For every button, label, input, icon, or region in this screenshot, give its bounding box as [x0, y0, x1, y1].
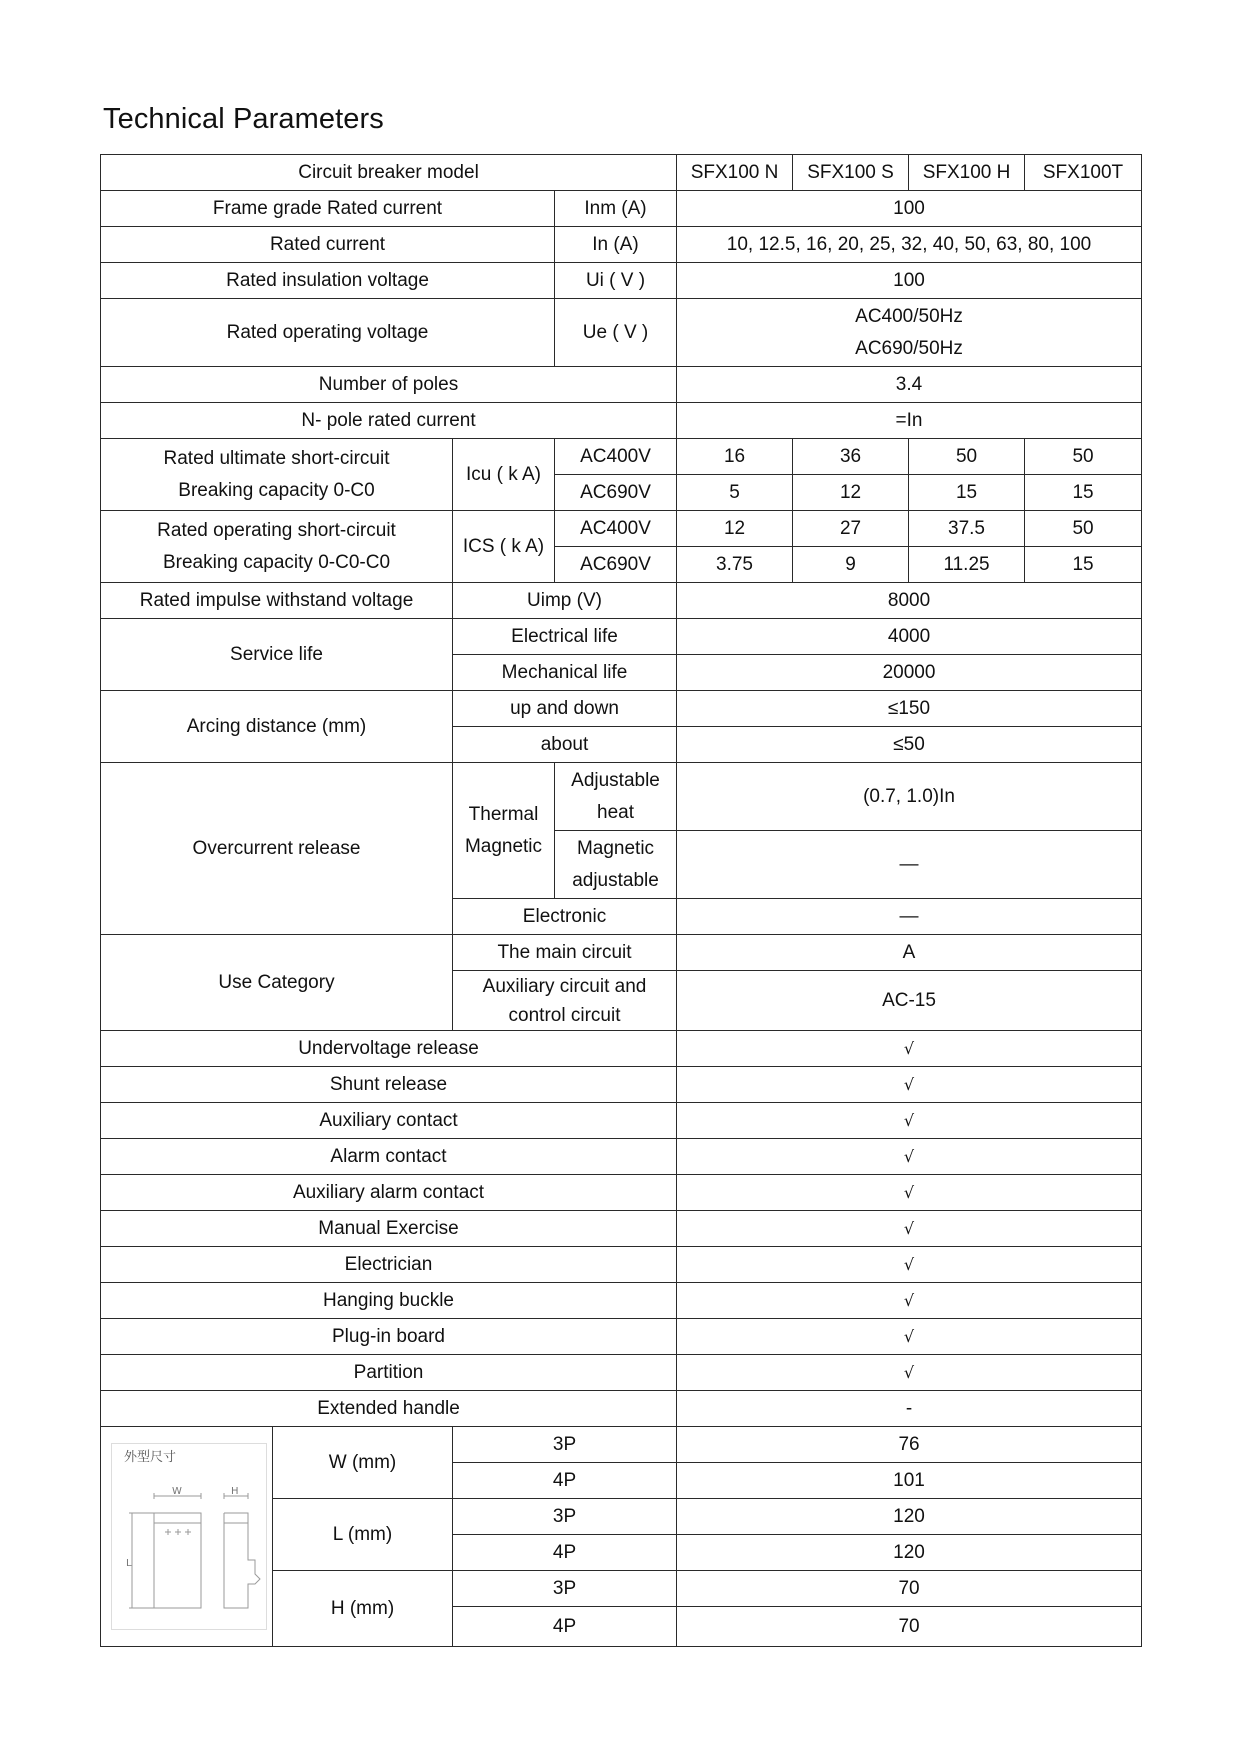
dimension-label: H (mm)	[273, 1571, 453, 1647]
cell-value: 11.25	[909, 547, 1025, 583]
table-row	[101, 935, 1142, 971]
table-row	[101, 191, 1142, 227]
accessory-row	[101, 1319, 1142, 1355]
pole-label: 4P	[453, 1463, 677, 1499]
row-value: 3.4	[677, 367, 1142, 403]
cell-value: 50	[909, 439, 1025, 475]
row-label: Use Category	[101, 935, 453, 1031]
accessory-label: Undervoltage release	[101, 1031, 677, 1067]
accessory-label: Shunt release	[101, 1067, 677, 1103]
voltage-label: AC690V	[555, 475, 677, 511]
breaker-outline-icon	[112, 1444, 266, 1629]
svg-text:W: W	[172, 1486, 182, 1497]
row-value: 20000	[677, 655, 1142, 691]
cell-value: 12	[793, 475, 909, 511]
accessory-row	[101, 1391, 1142, 1427]
table-row	[101, 763, 1142, 831]
row-value: 100	[677, 191, 1142, 227]
accessory-value: -	[677, 1391, 1142, 1427]
row-value: —	[677, 899, 1142, 935]
label-line: Thermal	[468, 803, 539, 825]
dimension-value: 76	[677, 1427, 1142, 1463]
dimension-row	[101, 1427, 1142, 1463]
row-label: Rated current	[101, 227, 555, 263]
model-header: SFX100T	[1025, 155, 1142, 191]
dimension-sketch	[111, 1443, 267, 1630]
accessory-row	[101, 1175, 1142, 1211]
table-row	[101, 619, 1142, 655]
row-unit: Inm (A)	[555, 191, 677, 227]
row-unit: Icu ( k A)	[453, 439, 555, 511]
pole-label: 4P	[453, 1535, 677, 1571]
accessory-label: Extended handle	[101, 1391, 677, 1427]
label-line: Rated operating short-circuit	[157, 519, 396, 541]
sub-label	[453, 971, 677, 1031]
accessory-row	[101, 1067, 1142, 1103]
row-label: Number of poles	[101, 367, 677, 403]
row-unit: Ue ( V )	[555, 299, 677, 367]
row-value: —	[677, 831, 1142, 899]
accessory-row	[101, 1103, 1142, 1139]
voltage-label: AC400V	[555, 439, 677, 475]
pole-label: 3P	[453, 1427, 677, 1463]
sub-label: The main circuit	[453, 935, 677, 971]
accessory-row	[101, 1247, 1142, 1283]
sub-label: Electronic	[453, 899, 677, 935]
row-value: 8000	[677, 583, 1142, 619]
row-unit: In (A)	[555, 227, 677, 263]
sub-label: about	[453, 727, 677, 763]
accessory-value: √	[677, 1139, 1142, 1175]
accessory-row	[101, 1139, 1142, 1175]
accessory-row	[101, 1355, 1142, 1391]
table-row	[101, 263, 1142, 299]
sub-label	[555, 831, 677, 899]
cell-value: 27	[793, 511, 909, 547]
accessory-row	[101, 1211, 1142, 1247]
svg-text:H: H	[231, 1486, 239, 1497]
row-value: 100	[677, 263, 1142, 299]
sketch-title: 外型尺寸	[124, 1450, 177, 1465]
cell-value: 15	[909, 475, 1025, 511]
row-label	[101, 511, 453, 583]
row-value: AC-15	[677, 971, 1142, 1031]
accessory-row	[101, 1031, 1142, 1067]
accessory-value: √	[677, 1175, 1142, 1211]
accessory-value: √	[677, 1031, 1142, 1067]
accessory-value: √	[677, 1067, 1142, 1103]
table-row	[101, 583, 1142, 619]
dimension-value: 70	[677, 1571, 1142, 1607]
thermal-magnetic-label	[453, 763, 555, 899]
cell-value: 5	[677, 475, 793, 511]
model-header: SFX100 H	[909, 155, 1025, 191]
row-label: Rated operating voltage	[101, 299, 555, 367]
label-line: Magnetic	[464, 835, 543, 857]
table-row	[101, 439, 1142, 475]
dimension-value: 101	[677, 1463, 1142, 1499]
pole-label: 3P	[453, 1571, 677, 1607]
cell-value: 36	[793, 439, 909, 475]
row-unit: Ui ( V )	[555, 263, 677, 299]
voltage-label: AC400V	[555, 511, 677, 547]
model-header: SFX100 S	[793, 155, 909, 191]
accessory-label: Hanging buckle	[101, 1283, 677, 1319]
label-line: Breaking capacity 0-C0-C0	[162, 551, 391, 573]
row-unit: Uimp (V)	[453, 583, 677, 619]
dimension-label: W (mm)	[273, 1427, 453, 1499]
accessory-label: Manual Exercise	[101, 1211, 677, 1247]
sub-label	[555, 763, 677, 831]
row-label: Rated insulation voltage	[101, 263, 555, 299]
dimension-value: 120	[677, 1535, 1142, 1571]
table-row	[101, 511, 1142, 547]
accessory-value: √	[677, 1283, 1142, 1319]
cell-value: 3.75	[677, 547, 793, 583]
accessory-label: Electrician	[101, 1247, 677, 1283]
table-row	[101, 227, 1142, 263]
dimension-value: 70	[677, 1607, 1142, 1647]
label-line: Rated ultimate short-circuit	[163, 447, 390, 469]
voltage-label: AC690V	[555, 547, 677, 583]
table-row	[101, 691, 1142, 727]
row-label: Rated impulse withstand voltage	[101, 583, 453, 619]
table-row	[101, 367, 1142, 403]
sub-label: up and down	[453, 691, 677, 727]
row-label: N- pole rated current	[101, 403, 677, 439]
dimension-sketch-cell	[101, 1427, 273, 1647]
pole-label: 4P	[453, 1607, 677, 1647]
accessory-row	[101, 1283, 1142, 1319]
table-row	[101, 299, 1142, 367]
accessory-label: Plug-in board	[101, 1319, 677, 1355]
row-unit: ICS ( k A)	[453, 511, 555, 583]
cell-value: 15	[1025, 475, 1142, 511]
row-label: Service life	[101, 619, 453, 691]
accessory-value: √	[677, 1355, 1142, 1391]
row-label: Arcing distance (mm)	[101, 691, 453, 763]
accessory-label: Alarm contact	[101, 1139, 677, 1175]
svg-text:L: L	[126, 1558, 132, 1569]
header-row	[101, 155, 1142, 191]
row-label	[101, 439, 453, 511]
row-value: ≤50	[677, 727, 1142, 763]
voltage-ac400: AC400/50Hz	[855, 305, 963, 327]
cell-value: 15	[1025, 547, 1142, 583]
accessory-value: √	[677, 1211, 1142, 1247]
header-label: Circuit breaker model	[101, 155, 677, 191]
accessory-value: √	[677, 1103, 1142, 1139]
sub-label: Electrical life	[453, 619, 677, 655]
voltage-ac690: AC690/50Hz	[855, 337, 963, 359]
label-line: control circuit	[508, 1004, 621, 1026]
row-value: =In	[677, 403, 1142, 439]
page-title: Technical Parameters	[103, 103, 384, 135]
label-line: Magnetic	[576, 837, 655, 859]
cell-value: 50	[1025, 511, 1142, 547]
cell-value: 37.5	[909, 511, 1025, 547]
row-label: Overcurrent release	[101, 763, 453, 935]
accessory-label: Partition	[101, 1355, 677, 1391]
accessory-label: Auxiliary contact	[101, 1103, 677, 1139]
cell-value: 9	[793, 547, 909, 583]
pole-label: 3P	[453, 1499, 677, 1535]
technical-parameters-table	[100, 154, 1142, 1647]
label-line: Adjustable	[571, 769, 660, 791]
dimension-value: 120	[677, 1499, 1142, 1535]
model-header: SFX100 N	[677, 155, 793, 191]
cell-value: 12	[677, 511, 793, 547]
dimension-label: L (mm)	[273, 1499, 453, 1571]
label-line: Breaking capacity 0-C0	[178, 479, 375, 501]
label-line: adjustable	[572, 869, 659, 891]
accessory-value: √	[677, 1319, 1142, 1355]
label-line: heat	[597, 801, 634, 823]
row-value	[677, 299, 1142, 367]
cell-value: 50	[1025, 439, 1142, 475]
row-value: ≤150	[677, 691, 1142, 727]
accessory-value: √	[677, 1247, 1142, 1283]
cell-value: 16	[677, 439, 793, 475]
row-value: 10, 12.5, 16, 20, 25, 32, 40, 50, 63, 80, 100	[677, 227, 1142, 263]
accessory-label: Auxiliary alarm contact	[101, 1175, 677, 1211]
row-value: (0.7, 1.0)In	[677, 763, 1142, 831]
table-row	[101, 403, 1142, 439]
label-line: Auxiliary circuit and	[482, 975, 647, 997]
row-label: Frame grade Rated current	[101, 191, 555, 227]
sub-label: Mechanical life	[453, 655, 677, 691]
row-value: A	[677, 935, 1142, 971]
row-value: 4000	[677, 619, 1142, 655]
